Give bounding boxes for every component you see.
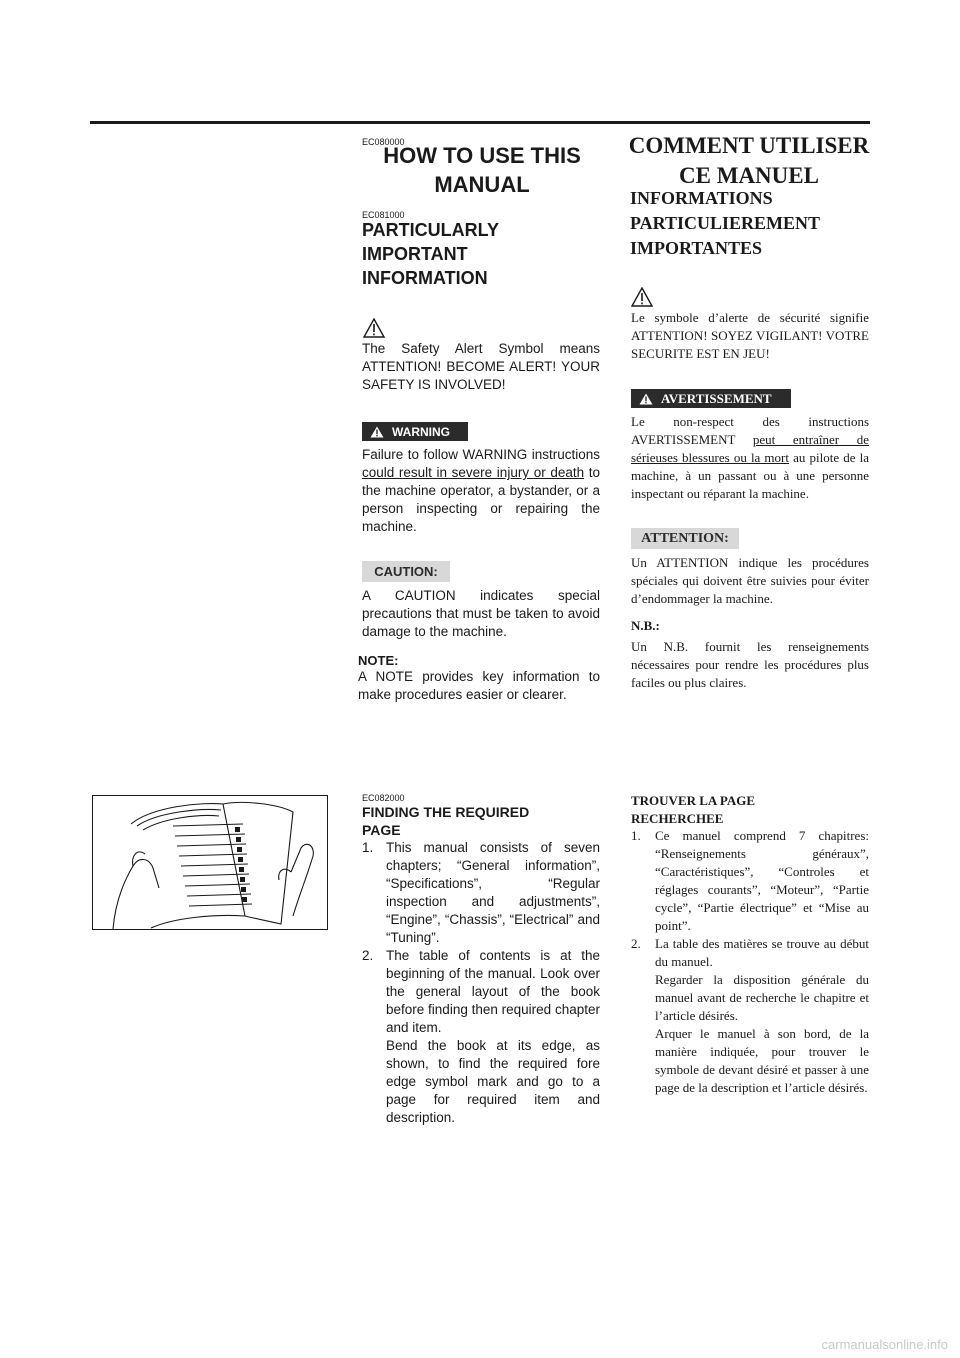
list-text: Arquer le manuel à son bord, de la manière indiquée, pour trouver le symbole de devant désiré et passer à une page de la description et l’article désirés. xyxy=(655,1026,869,1095)
warning-text-part: Failure to follow WARNING instructions xyxy=(362,447,600,462)
list-item xyxy=(362,1037,600,1127)
list-item xyxy=(631,935,869,971)
safety-alert-text: Le symbole d’alerte de sécurité signifie ATTENTION! SOYEZ VIGILANT! VOTRE SECURITE EST EN JEU! xyxy=(631,310,869,361)
heading-line: RECHERCHEE xyxy=(631,811,724,826)
section-heading-en xyxy=(362,218,602,290)
caution-text: Un ATTENTION indique les procédures spéciales qui doivent être suivies pour éviter d’endommager la machine. xyxy=(631,555,869,606)
list-text: Regarder la disposition générale du manuel avant de recherche le chapitre et l’article désirés. xyxy=(655,972,869,1023)
section-heading-fr xyxy=(631,792,755,828)
heading-line: PARTICULARLY xyxy=(362,220,500,240)
list-number: 2. xyxy=(631,936,641,951)
warning-triangle-icon xyxy=(639,393,653,405)
list-text: La table des matières se trouve au début du manuel. xyxy=(655,936,869,969)
heading-line: INFORMATIONS xyxy=(630,188,773,208)
warning-text-part: to the machine operator, a bystander, or a person inspecting or repairing the machine. xyxy=(362,465,600,534)
title-line: CE MANUEL xyxy=(679,163,819,188)
note-text: A NOTE provides key information to make procedures easier or clearer. xyxy=(358,669,600,702)
heading-line: PARTICULIEREMENT xyxy=(630,213,821,233)
note-label: NOTE: xyxy=(358,653,399,668)
section-code: EC082000 xyxy=(362,793,405,803)
warning-label: AVERTISSEMENT xyxy=(661,390,772,406)
section-code: EC081000 xyxy=(362,210,405,220)
list-item xyxy=(362,839,600,947)
list-text: Ce manuel comprend 7 chapitres: “Renseignements généraux”, “Caractéristiques”, “Controles et réglages courants”, “Moteur”, “Partie cycle”, “Partie électrique” et “Mise au point”. xyxy=(655,828,869,933)
list-item xyxy=(631,827,869,935)
list-item xyxy=(631,971,869,1025)
book-bending-illustration xyxy=(92,795,328,930)
caution-text: A CAUTION indicates special precautions that must be taken to avoid damage to the machine. xyxy=(362,588,600,639)
warning-text-part: Le non-respect des instructions AVERTISSEMENT xyxy=(631,414,869,447)
caution-badge: ATTENTION: xyxy=(631,528,739,549)
heading-line: TROUVER LA PAGE xyxy=(631,793,755,808)
warning-badge xyxy=(631,389,791,408)
top-rule xyxy=(90,121,870,124)
heading-line: IMPORTANT xyxy=(362,244,468,264)
title-line: COMMENT UTILISER xyxy=(628,133,870,158)
list-text: Bend the book at its edge, as shown, to find the required fore edge symbol mark and go to a page for required item and description. xyxy=(386,1038,600,1125)
watermark: carmanualsonline.info xyxy=(821,1337,948,1352)
list-number: 2. xyxy=(362,948,374,963)
safety-alert-text: The Safety Alert Symbol means ATTENTION! BECOME ALERT! YOUR SAFETY IS INVOLVED! xyxy=(362,341,600,392)
warning-text-part: au pilote de la machine, à un passant ou à une personne inspectant ou réparant la machine. xyxy=(631,450,869,501)
page-title-en xyxy=(362,141,602,199)
list-item xyxy=(631,1025,869,1097)
hands-bending-book-icon xyxy=(93,796,327,929)
title-line: HOW TO USE THIS xyxy=(383,143,581,168)
warning-triangle-icon xyxy=(370,426,384,438)
warning-text xyxy=(631,413,869,503)
warning-text-underlined: could result in severe injury or death xyxy=(362,465,585,480)
list-fr xyxy=(631,827,869,1097)
list-text: The table of contents is at the beginning of the manual. Look over the general layout of the book before finding then required chapter and item. xyxy=(386,948,600,1035)
note-label: N.B.: xyxy=(631,618,660,633)
caution-badge: CAUTION: xyxy=(362,561,450,582)
section-code: EC080000 xyxy=(362,137,405,147)
heading-line: IMPORTANTES xyxy=(630,238,763,258)
section-heading-en xyxy=(362,803,529,839)
warning-text xyxy=(362,446,600,536)
warning-text-underlined: peut entraîner de sérieuses blessures ou la mort xyxy=(631,432,870,465)
page-title-fr xyxy=(628,131,870,191)
heading-line: PAGE xyxy=(362,822,401,838)
list-number: 1. xyxy=(362,840,374,855)
section-heading-fr xyxy=(630,186,870,261)
list-number: 1. xyxy=(631,828,641,843)
list-text: This manual consists of seven chapters; “General information”, “Specifications”, “Regular inspection and adjustments”, “Engine”, “Chassis”, “Electrical” and “Tuning”. xyxy=(386,840,600,945)
heading-line: FINDING THE REQUIRED xyxy=(362,804,530,820)
title-line: MANUAL xyxy=(434,172,530,197)
warning-label: WARNING xyxy=(392,424,450,439)
list-en xyxy=(362,839,600,1127)
note-text: Un N.B. fournit les renseignements nécessaires pour rendre les procédures plus faciles ou plus claires. xyxy=(631,639,869,690)
heading-line: INFORMATION xyxy=(362,268,488,288)
list-item xyxy=(362,947,600,1037)
warning-badge xyxy=(362,422,468,441)
